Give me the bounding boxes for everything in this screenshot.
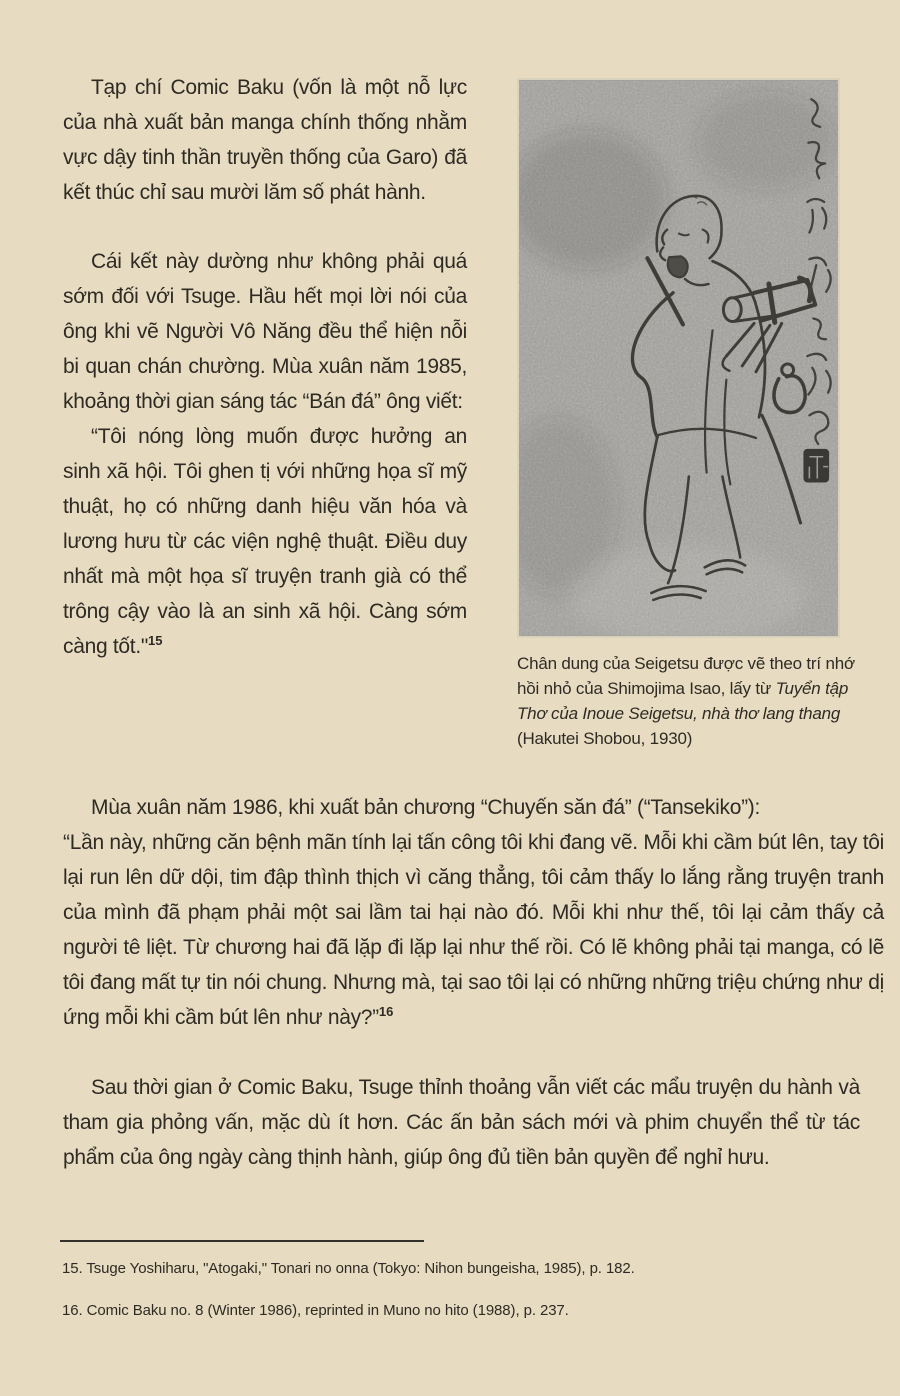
caption-text: Chân dung của Seigetsu được vẽ theo trí nhớ hồi nhỏ của Shimojima Isao, lấy từ <box>517 654 855 698</box>
quote-1985-text: “Tôi nóng lòng muốn được hưởng an sinh xã hội. Tôi ghen tị với những họa sĩ mỹ thuật, họ có những danh hiệu văn hóa và lương hưu từ các viện nghệ thuật. Điều duy nhất mà một họa sĩ truyện tranh già có thể trông cậy vào là an sinh xã hội. Càng sớm càng tốt." <box>63 425 467 658</box>
footnote-separator-rule <box>60 1240 424 1242</box>
paragraph-1986-intro: Mùa xuân năm 1986, khi xuất bản chương “Chuyến săn đá” (“Tansekiko”): <box>91 796 760 819</box>
footnote-16: 16. Comic Baku no. 8 (Winter 1986), reprinted in Muno no hito (1988), p. 237. <box>62 1302 569 1319</box>
paragraph-tsuge-ending: Cái kết này dường như không phải quá sớm đối với Tsuge. Hầu hết mọi lời nói của ông khi vẽ Người Vô Năng đều thể hiện nỗi bi quan chán chường. Mùa xuân năm 1985, khoảng thời gian sáng tác “Bán đá” ông viết: <box>63 250 467 413</box>
figure-caption <box>517 651 862 751</box>
figure-seigetsu-portrait <box>517 78 862 751</box>
paragraph-comic-baku: Tạp chí Comic Baku (vốn là một nỗ lực của nhà xuất bản manga chính thống nhằm vực dậy tinh thần truyền thống của Garo) đã kết thúc chỉ sau mười lăm số phát hành. <box>63 76 467 204</box>
caption-publisher: (Hakutei Shobou, 1930) <box>517 729 693 748</box>
paragraph-after-comic-baku: Sau thời gian ở Comic Baku, Tsuge thỉnh thoảng vẫn viết các mẩu truyện du hành và tham gia phỏng vấn, mặc dù ít hơn. Các ấn bản sách mới và phim chuyển thể từ tác phẩm của ông ngày càng thịnh hành, giúp ông đủ tiền bản quyền để nghỉ hưu. <box>63 1076 860 1169</box>
paragraph-quote-1985 <box>63 419 467 664</box>
caption-title-italic: Tuyển tập Thơ của Inoue Seigetsu, nhà thơ lang thang <box>517 679 849 723</box>
seal-stamp <box>803 449 829 483</box>
footnote-15: 15. Tsuge Yoshiharu, "Atogaki," Tonari no onna (Tokyo: Nihon bungeisha, 1985), p. 182. <box>62 1260 635 1277</box>
ink-drawing-canvas <box>519 80 838 636</box>
paragraph-1986-quote <box>63 790 884 1035</box>
footnotes-section <box>62 1259 862 1343</box>
footnote-ref-15: 15 <box>148 633 163 648</box>
footnote-ref-16: 16 <box>378 1004 394 1019</box>
quote-1986-text: “Lần này, những căn bệnh mãn tính lại tấn công tôi khi đang vẽ. Mỗi khi cầm bút lên, tay tôi lại run lên dữ dội, tim đập thình thịch vì căng thẳng, tôi cảm thấy lo lắng rằng truyện tranh của mình đã phạm phải một sai lầm tai hại nào đó. Mỗi khi như thế, tôi lại cảm thấy cả người tê liệt. Từ chương hai đã lặp đi lặp lại như thế rồi. Có lẽ không phải tại manga, có lẽ tôi đang mất tự tin nói chung. Nhưng mà, tại sao tôi lại có những những triệu chứng như dị ứng mỗi khi cầm bút lên như này?” <box>63 831 884 1029</box>
seigetsu-ink-portrait-image <box>517 78 840 638</box>
body-left-column <box>63 70 467 664</box>
